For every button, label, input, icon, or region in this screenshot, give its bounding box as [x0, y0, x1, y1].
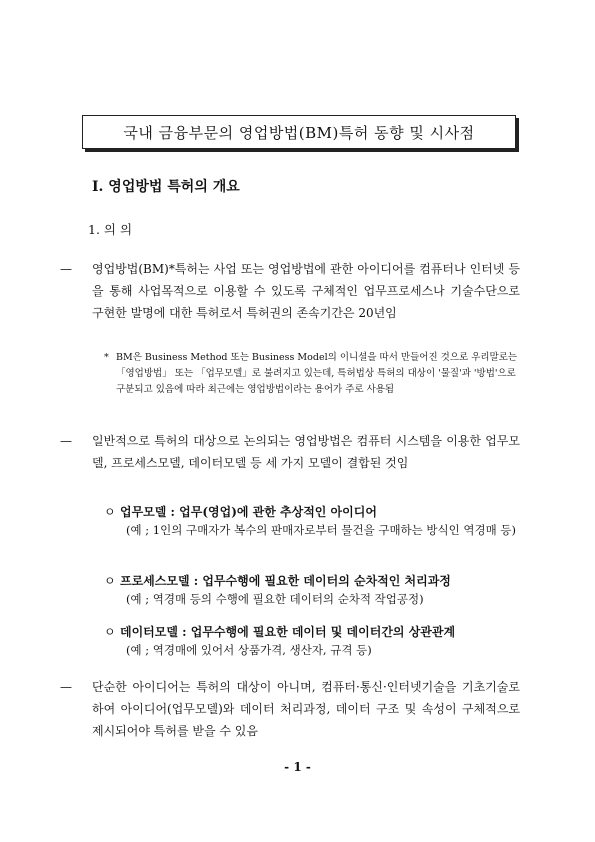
model-item-business	[104, 503, 524, 540]
model-heading: 업무모델 : 업무(영업)에 관한 추상적인 아이디어	[120, 505, 377, 519]
document-title: 국내 금융부문의 영업방법(BM)특허 동향 및 시사점	[123, 123, 475, 142]
footnote-marker: *	[104, 352, 109, 363]
footnote	[104, 350, 522, 398]
paragraph-text: 일반적으로 특허의 대상으로 논의되는 영업방법은 컴퓨터 시스템을 이용한 업무모델, 프로세스모델, 데이터모델 등 세 가지 모델이 결합된 것임	[92, 434, 520, 470]
model-heading: 데이터모델 : 업무수행에 필요한 데이터 및 데이터간의 상관관계	[120, 625, 456, 639]
dash-bullet: —	[60, 434, 72, 448]
paragraph-definition	[60, 258, 520, 324]
section-heading: Ⅰ. 영업방법 특허의 개요	[92, 179, 240, 195]
paragraph-patent-requirement	[60, 676, 520, 742]
model-example: (예 ; 역경매 등의 수행에 필요한 데이터의 순차적 작업공정)	[126, 592, 424, 606]
circle-bullet: ㅇ	[104, 574, 116, 588]
model-example: (예 ; 1인의 구매자가 복수의 판매자로부터 물건을 구매하는 방식인 역경매 등)	[126, 523, 516, 537]
model-item-process	[104, 572, 524, 609]
paragraph-models-intro	[60, 430, 520, 474]
footnote-text: BM은 Business Method 또는 Business Model의 이니셜을 따서 만들어진 것으로 우리말로는 「영업방법」 또는 「업무모델」로 불려지고 있는데, 특허법상 특허의 대상이 '물질'과 '방법'으로 구분되고 있음에 따라 최근에는 영업방법이라는 용어가 주로 사용됨	[116, 352, 518, 395]
model-heading: 프로세스모델 : 업무수행에 필요한 데이터의 순차적인 처리과정	[120, 574, 451, 588]
paragraph-text: 단순한 아이디어는 특허의 대상이 아니며, 컴퓨터·통신·인터넷기술을 기초기술로 하여 아이디어(업무모델)와 데이터 처리과정, 데이터 구조 및 속성이 구체적으로 제시되어야 특허를 받을 수 있음	[92, 680, 520, 738]
page-number: - 1 -	[284, 760, 311, 774]
model-item-data	[104, 623, 524, 660]
paragraph-text: 영업방법(BM)*특허는 사업 또는 영업방법에 관한 아이디어를 컴퓨터나 인터넷 등을 통해 사업목적으로 이용할 수 있도록 구체적인 업무프로세스나 기술수단으로 구현한 발명에 대한 특허로서 특허권의 존속기간은 20년임	[92, 262, 520, 320]
subsection-heading: 1. 의 의	[88, 222, 133, 237]
circle-bullet: ㅇ	[104, 625, 116, 639]
circle-bullet: ㅇ	[104, 505, 116, 519]
model-example: (예 ; 역경매에 있어서 상품가격, 생산자, 규격 등)	[126, 643, 372, 657]
dash-bullet: —	[60, 262, 72, 276]
document-title-box	[82, 115, 516, 149]
dash-bullet: —	[60, 680, 72, 694]
